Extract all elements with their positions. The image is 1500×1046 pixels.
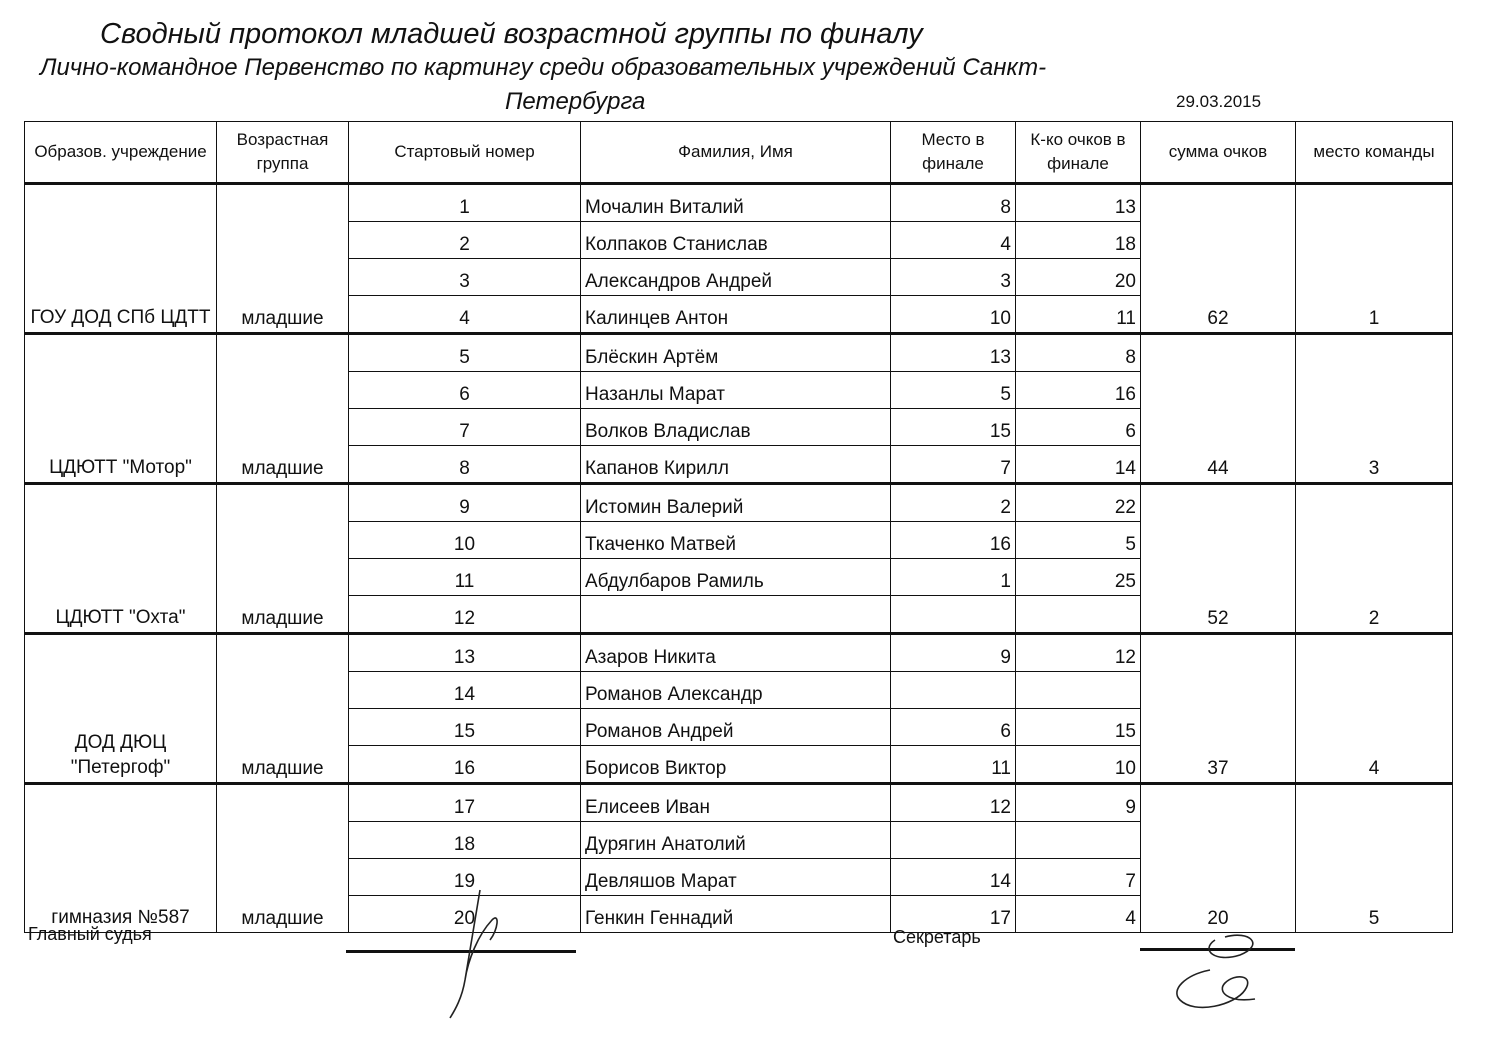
points-sum-cell: 62 [1141,184,1296,334]
final-place-cell [891,672,1016,709]
final-points-cell: 13 [1016,184,1141,222]
racer-name-cell: Девляшов Марат [581,859,891,896]
document-subtitle-line1: Лично-командное Первенство по картингу среди образовательных учреждений Санкт- [40,54,1047,81]
team-place-cell: 3 [1296,334,1453,484]
final-points-cell [1016,596,1141,634]
final-points-cell: 18 [1016,222,1141,259]
final-place-cell: 6 [891,709,1016,746]
table-body [25,184,1453,933]
final-points-cell: 4 [1016,896,1141,933]
racer-name-cell: Колпаков Станислав [581,222,891,259]
final-points-cell: 5 [1016,522,1141,559]
points-sum-cell: 20 [1141,784,1296,933]
school-cell: ЦДЮТТ "Мотор" [25,334,217,484]
racer-name-cell: Борисов Виктор [581,746,891,784]
racer-name-cell: Капанов Кирилл [581,446,891,484]
racer-name-cell: Калинцев Антон [581,296,891,334]
racer-name-cell: Романов Александр [581,672,891,709]
final-points-cell: 25 [1016,559,1141,596]
final-points-cell: 20 [1016,259,1141,296]
racer-name-cell: Блёскин Артём [581,334,891,372]
secretary-signature [1155,925,1295,1025]
racer-name-cell: Ткаченко Матвей [581,522,891,559]
judge-signature [420,880,530,1030]
final-place-cell: 8 [891,184,1016,222]
col-school-header: Образов. учреждение [25,122,217,184]
table-row [25,784,1453,822]
table-row [25,334,1453,372]
final-points-cell: 22 [1016,484,1141,522]
start-number-cell: 9 [349,484,581,522]
final-place-cell: 16 [891,522,1016,559]
team-place-cell: 5 [1296,784,1453,933]
final-place-cell [891,596,1016,634]
school-cell: гимназия №587 [25,784,217,933]
final-place-cell: 7 [891,446,1016,484]
document-subtitle-line2: Петербурга [505,88,646,115]
age-group-cell: младшие [217,484,349,634]
final-place-cell [891,822,1016,859]
final-points-cell: 9 [1016,784,1141,822]
school-cell: ДОД ДЮЦ "Петергоф" [25,634,217,784]
final-place-cell: 13 [891,334,1016,372]
final-place-cell: 12 [891,784,1016,822]
start-number-cell: 20 [349,896,581,933]
final-place-cell: 3 [891,259,1016,296]
col-sum-header: сумма очков [1141,122,1296,184]
results-table [24,121,1453,933]
final-points-cell: 14 [1016,446,1141,484]
final-place-cell: 2 [891,484,1016,522]
racer-name-cell [581,596,891,634]
age-group-cell: младшие [217,784,349,933]
start-number-cell: 18 [349,822,581,859]
final-points-cell: 16 [1016,372,1141,409]
final-place-cell: 15 [891,409,1016,446]
racer-name-cell: Истомин Валерий [581,484,891,522]
racer-name-cell: Азаров Никита [581,634,891,672]
age-group-cell: младшие [217,334,349,484]
team-place-cell: 2 [1296,484,1453,634]
secretary-label: Секретарь [893,927,981,947]
start-number-cell: 17 [349,784,581,822]
final-place-cell: 9 [891,634,1016,672]
start-number-cell: 13 [349,634,581,672]
points-sum-cell: 52 [1141,484,1296,634]
final-points-cell: 7 [1016,859,1141,896]
document-date: 29.03.2015 [1176,92,1262,111]
points-sum-cell: 44 [1141,334,1296,484]
start-number-cell: 16 [349,746,581,784]
start-number-cell: 12 [349,596,581,634]
racer-name-cell: Генкин Геннадий [581,896,891,933]
racer-name-cell: Волков Владислав [581,409,891,446]
final-points-cell: 6 [1016,409,1141,446]
col-name-header: Фамилия, Имя [581,122,891,184]
table-header-row [25,122,1453,184]
final-points-cell: 15 [1016,709,1141,746]
table-row [25,184,1453,222]
final-points-cell: 10 [1016,746,1141,784]
start-number-cell: 1 [349,184,581,222]
final-place-cell: 4 [891,222,1016,259]
team-place-cell: 1 [1296,184,1453,334]
start-number-cell: 4 [349,296,581,334]
start-number-cell: 7 [349,409,581,446]
final-place-cell: 1 [891,559,1016,596]
document-title: Сводный протокол младшей возрастной группы по финалу [100,18,923,50]
final-points-cell [1016,672,1141,709]
racer-name-cell: Александров Андрей [581,259,891,296]
start-number-cell: 6 [349,372,581,409]
final-place-cell: 10 [891,296,1016,334]
final-points-cell: 12 [1016,634,1141,672]
start-number-cell: 14 [349,672,581,709]
start-number-cell: 5 [349,334,581,372]
start-number-cell: 10 [349,522,581,559]
table-row [25,484,1453,522]
points-sum-cell: 37 [1141,634,1296,784]
racer-name-cell: Романов Андрей [581,709,891,746]
col-points-header: К-ко очков в финале [1016,122,1141,184]
racer-name-cell: Абдулбаров Рамиль [581,559,891,596]
age-group-cell: младшие [217,634,349,784]
final-place-cell: 5 [891,372,1016,409]
start-number-cell: 15 [349,709,581,746]
age-group-cell: младшие [217,184,349,334]
start-number-cell: 11 [349,559,581,596]
table-row [25,634,1453,672]
col-team-place-header: место команды [1296,122,1453,184]
final-place-cell: 11 [891,746,1016,784]
col-number-header: Стартовый номер [349,122,581,184]
start-number-cell: 2 [349,222,581,259]
team-place-cell: 4 [1296,634,1453,784]
final-points-cell [1016,822,1141,859]
final-place-cell: 17 [891,896,1016,933]
final-points-cell: 11 [1016,296,1141,334]
school-cell: ЦДЮТТ "Охта" [25,484,217,634]
final-place-cell: 14 [891,859,1016,896]
start-number-cell: 3 [349,259,581,296]
col-final-place-header: Место в финале [891,122,1016,184]
racer-name-cell: Дурягин Анатолий [581,822,891,859]
start-number-cell: 8 [349,446,581,484]
racer-name-cell: Мочалин Виталий [581,184,891,222]
chief-judge-label: Главный судья [28,924,152,944]
col-group-header: Возрастная группа [217,122,349,184]
final-points-cell: 8 [1016,334,1141,372]
school-cell: ГОУ ДОД СПб ЦДТТ [25,184,217,334]
racer-name-cell: Елисеев Иван [581,784,891,822]
racer-name-cell: Назанлы Марат [581,372,891,409]
start-number-cell: 19 [349,859,581,896]
